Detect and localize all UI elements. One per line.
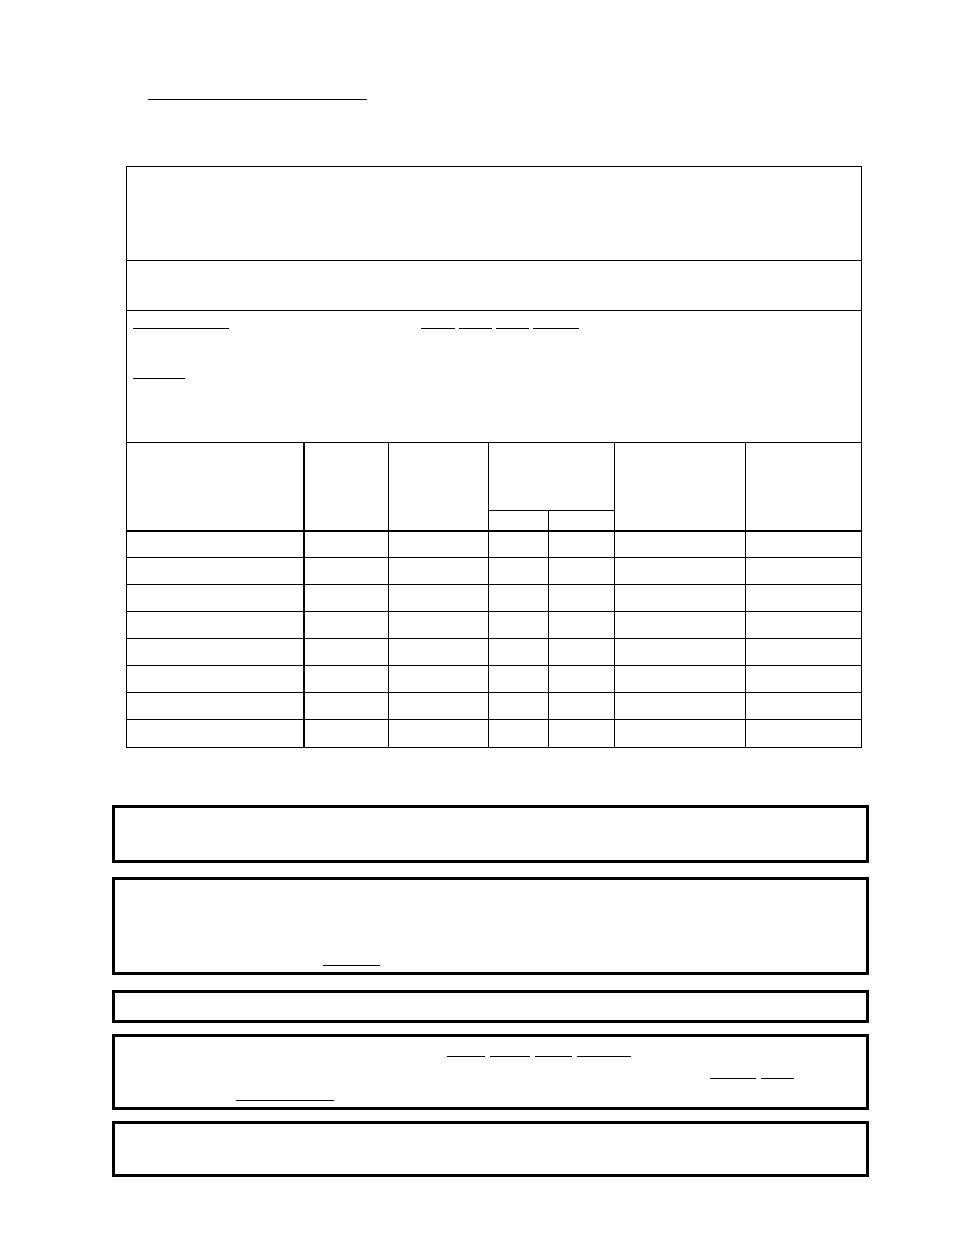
form-table (126, 166, 862, 748)
title-blank-line (148, 99, 367, 100)
col-divider-1 (303, 442, 305, 748)
col-divider-4 (548, 510, 549, 748)
date-blank-3[interactable] (496, 328, 529, 329)
box4-date-blank-2[interactable] (490, 1056, 530, 1057)
box2-blank[interactable] (323, 965, 380, 966)
table-row[interactable] (126, 692, 862, 693)
date-blank-4[interactable] (533, 328, 579, 329)
section-divider-1 (126, 260, 862, 261)
info-box-3 (112, 990, 869, 1023)
table-row[interactable] (126, 611, 862, 612)
info-box-2 (112, 877, 869, 975)
table-row[interactable] (126, 557, 862, 558)
info-box-5 (112, 1121, 869, 1177)
table-row[interactable] (126, 584, 862, 585)
box4-blank-6[interactable] (761, 1078, 794, 1079)
box4-date-blank-3[interactable] (535, 1056, 572, 1057)
info-box-1 (112, 805, 869, 863)
table-row[interactable] (126, 638, 862, 639)
table-row[interactable] (126, 719, 862, 720)
field-blank-1[interactable] (133, 328, 229, 329)
col-divider-6 (745, 442, 746, 748)
box4-blank-5[interactable] (710, 1078, 756, 1079)
subheader-split (488, 510, 614, 511)
col-divider-3 (488, 442, 489, 748)
table-row[interactable] (126, 665, 862, 666)
date-blank-2[interactable] (459, 328, 492, 329)
col-divider-2 (388, 442, 389, 748)
section-divider-2 (126, 310, 862, 311)
box4-date-blank-1[interactable] (447, 1056, 485, 1057)
info-box-4 (112, 1034, 869, 1110)
section-divider-3 (126, 442, 862, 443)
field-blank-2[interactable] (133, 378, 185, 379)
box4-blank-7[interactable] (236, 1100, 334, 1101)
box4-date-blank-4[interactable] (577, 1056, 631, 1057)
date-blank-1[interactable] (421, 328, 455, 329)
table-header-bottom (126, 530, 862, 532)
col-divider-5 (614, 442, 615, 748)
